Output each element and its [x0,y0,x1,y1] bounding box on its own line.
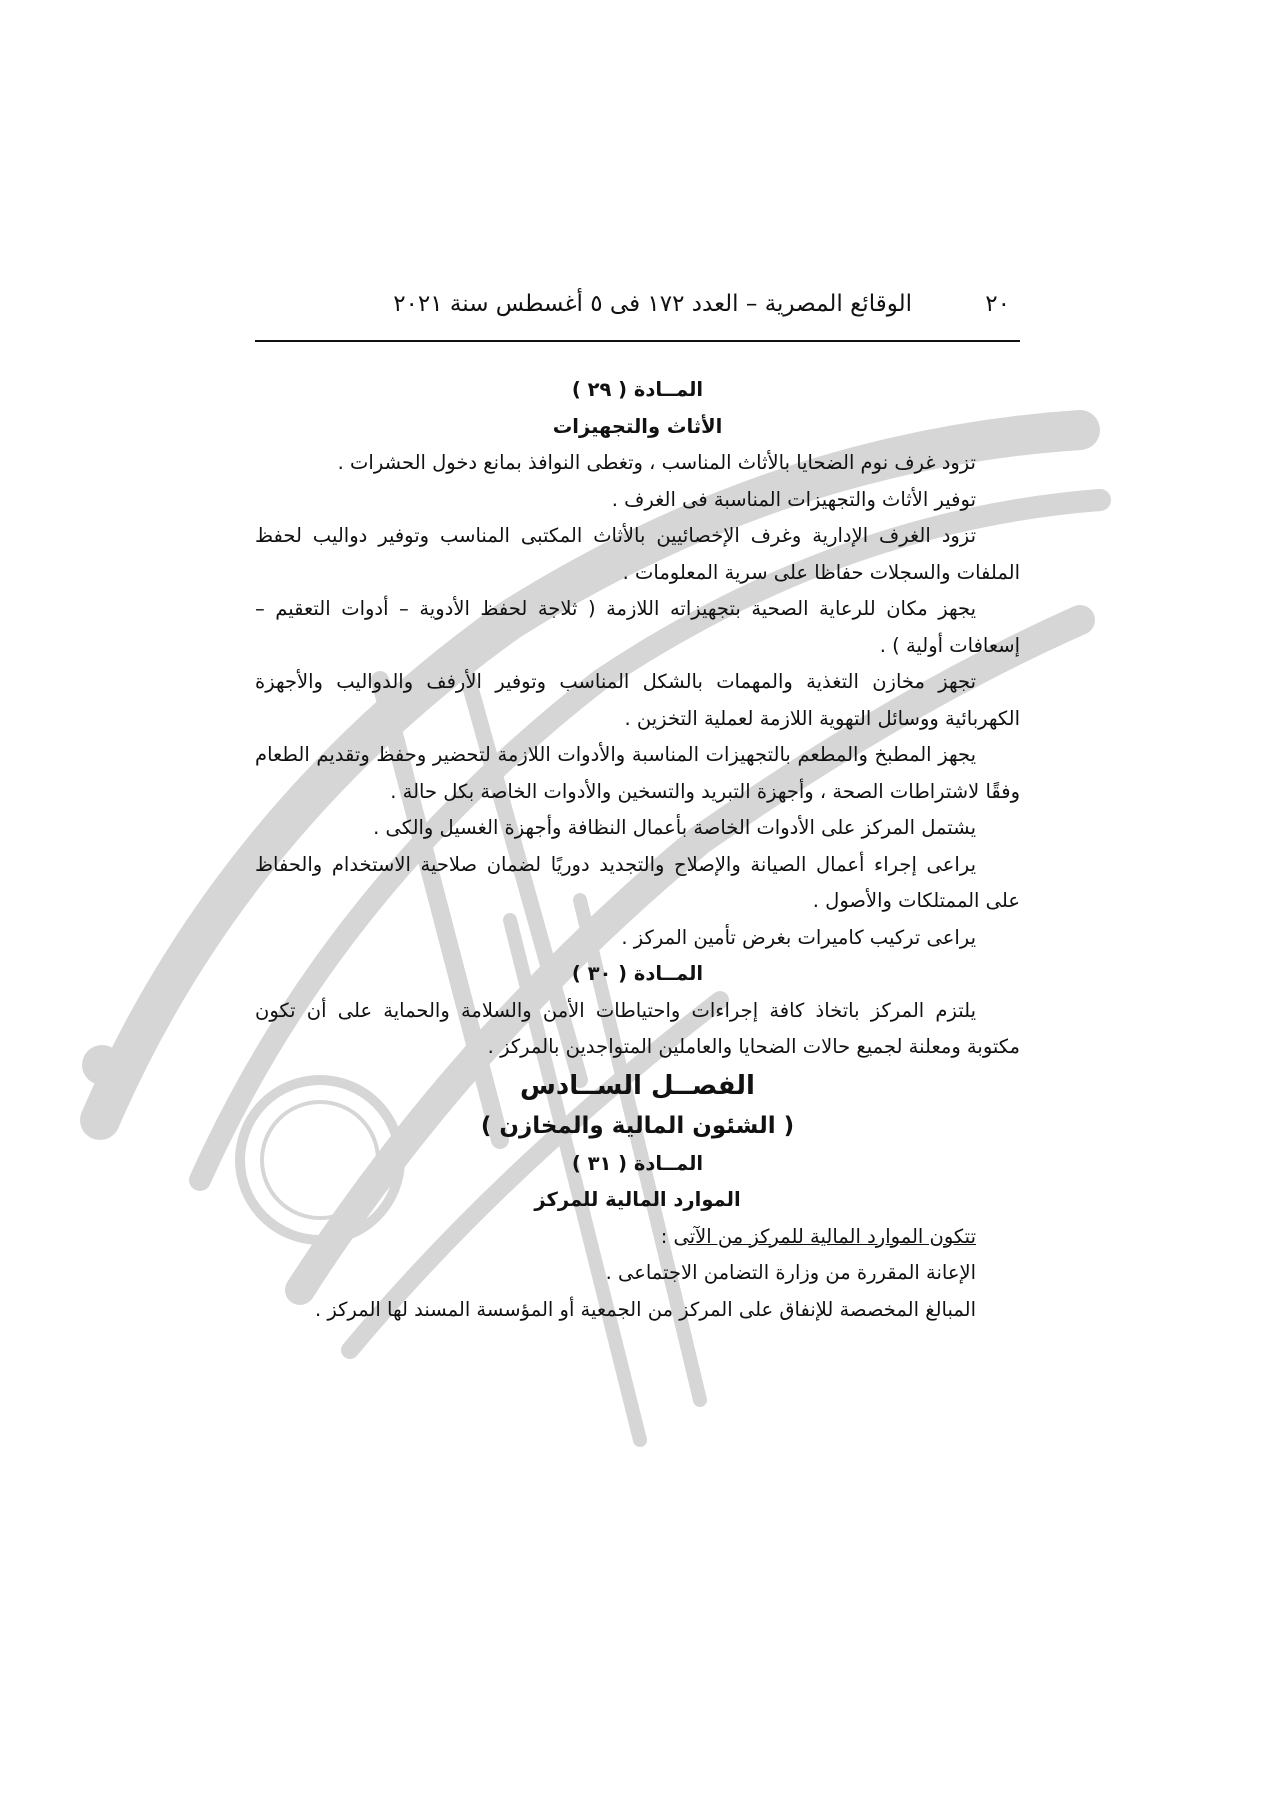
article-29-paragraph: يجهز المطبخ والمطعم بالتجهيزات المناسبة والأدوات اللازمة لتحضير وحفظ وتقديم الطعام وفقًا لاشتراطات الصحة ، وأجهزة التبريد والتسخين والأدوات الخاصة بكل حالة . [255,743,1020,803]
article-29-heading: المــادة ( ٢٩ ) [571,378,704,401]
article-29-paragraph: توفير الأثاث والتجهيزات المناسبة فى الغرف . [611,487,976,511]
article-31-intro-colon: : [660,1224,674,1248]
article-29-paragraph: يشتمل المركز على الأدوات الخاصة بأعمال النظافة وأجهزة الغسيل والكى . [373,816,976,839]
gazette-title: الوقائع المصرية – العدد ١٧٢ فى ٥ أغسطس سنة ٢٠٢١ [393,291,912,317]
article-30-heading: المــادة ( ٣٠ ) [571,962,704,985]
article-31-heading: المــادة ( ٣١ ) [571,1151,704,1175]
page-header [255,287,1020,327]
article-29-paragraph: تزود غرف نوم الضحايا بالأثاث المناسب ، وتغطى النوافذ بمانع دخول الحشرات . [337,451,976,474]
article-31-paragraph: المبالغ المخصصة للإنفاق على المركز من الجمعية أو المؤسسة المسند لها المركز . [314,1297,976,1321]
article-29-title: الأثاث والتجهيزات [552,414,723,438]
article-31-intro-text: تتكون الموارد المالية للمركز من الآتى [673,1224,976,1248]
article-29-paragraph: تزود الغرف الإدارية وغرف الإخصائيين بالأثاث المكتبى المناسب وتوفير دواليب لحفظ الملفات والسجلات حفاظا على سرية المعلومات . [255,524,1020,584]
document-body [255,372,1020,1328]
article-31-paragraph: الإعانة المقررة من وزارة التضامن الاجتماعى . [605,1261,976,1284]
chapter-6-title: الفصــل الســادس [520,1070,755,1101]
header-divider [255,340,1020,342]
page-number: ٢٠ [985,291,1010,317]
article-29-paragraph: يجهز مكان للرعاية الصحية بتجهيزاته اللازمة ( ثلاجة لحفظ الأدوية – أدوات التعقيم – إسعافات أولية ) . [255,597,1020,657]
chapter-6-subtitle: ( الشئون المالية والمخازن ) [480,1112,795,1139]
article-29-paragraph: تجهز مخازن التغذية والمهمات بالشكل المناسب وتوفير الأرفف والدواليب والأجهزة الكهربائية ووسائل التهوية اللازمة لعملية التخزين . [255,670,1020,730]
article-31-intro [255,1219,1020,1256]
article-30-paragraph: يلتزم المركز باتخاذ كافة إجراءات واحتياطات الأمن والسلامة والحماية على أن تكون مكتوبة ومعلنة لجميع حالات الضحايا والعاملين المتواجدين بالمركز . [255,998,1020,1058]
article-31-title: الموارد المالية للمركز [534,1188,741,1211]
article-29-paragraph: يراعى تركيب كاميرات بغرض تأمين المركز . [621,925,976,949]
article-29-paragraph: يراعى إجراء أعمال الصيانة والإصلاح والتجديد دوريًا لضمان صلاحية الاستخدام والحفاظ على الممتلكات والأصول . [255,852,1020,912]
